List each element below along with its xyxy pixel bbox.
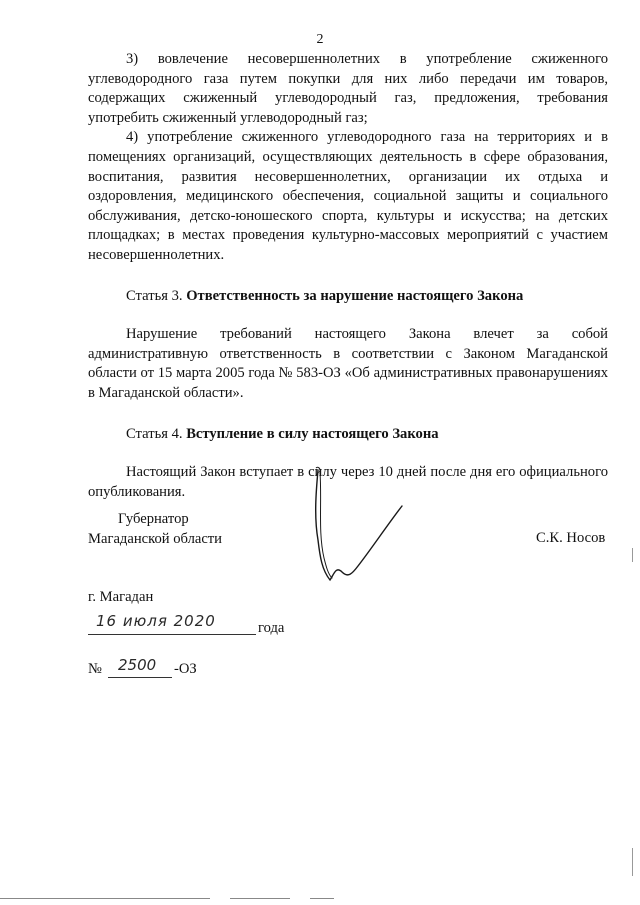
number-underline	[108, 677, 172, 678]
article-4-heading	[88, 425, 608, 445]
article-3-prefix: Статья 3.	[126, 287, 187, 304]
scan-rule-segment	[0, 898, 210, 899]
article-3-title: Ответственность за нарушение настоящего Закона	[186, 287, 524, 304]
date-underline	[88, 634, 256, 635]
article-4-title: Вступление в силу настоящего Закона	[186, 425, 439, 442]
scan-bottom-rule	[0, 898, 640, 899]
handwritten-number: 2500	[118, 656, 157, 674]
date-suffix: года	[258, 620, 285, 636]
handwritten-date: 16 июля 2020	[96, 612, 216, 630]
article-4-prefix: Статья 4.	[126, 425, 187, 442]
document-body	[88, 50, 608, 502]
clause-4: 4) употребление сжиженного углеводородного газа на территориях и в помещениях организаций, осуществляющих деятельность в сфере образования, воспитания, развития несовершеннолетних, организации их отдыха и оздоровления, медицинского обеспечения, социальной защиты и социального обслуживания, детско-юношеского спорта, культуры и искусства; на детских площадках; в местах проведения культурно-массовых мероприятий с участием несовершеннолетних.	[88, 129, 608, 263]
date-line	[88, 614, 348, 638]
clause-3: 3) вовлечение несовершеннолетних в употребление сжиженного углеводородного газа путем покупки для них либо передачи им товаров, содержащих сжиженный углеводородный газ, предложения, требования употребить сжиженный углеводородный газ;	[88, 51, 608, 126]
city: г. Магадан	[88, 589, 154, 605]
scan-rule-segment	[230, 898, 290, 899]
number-sign: №	[88, 661, 102, 677]
article-3-text: Нарушение требований настоящего Закона влечет за собой административную ответственность в соответствии с Законом Магаданской области от 15 марта 2005 года № 583-ОЗ «Об административных правонарушениях в Магаданской области».	[88, 326, 608, 401]
signatory-position	[88, 510, 288, 549]
page-number: 2	[316, 32, 324, 47]
scan-rule-segment	[310, 898, 334, 899]
handwritten-signature	[300, 462, 410, 592]
signatory-position-line2: Магаданской области	[88, 530, 222, 547]
number-suffix: -ОЗ	[174, 661, 197, 677]
signatory-position-line1: Губернатор	[118, 511, 189, 527]
scan-edge-mark	[632, 548, 633, 562]
article-3-heading	[88, 287, 608, 307]
law-number-line	[88, 656, 288, 680]
article-4-text: Настоящий Закон вступает в силу через 10 дней после дня его официального опубликования.	[88, 464, 608, 500]
scan-edge-mark	[632, 848, 633, 876]
signatory-name: С.К. Носов	[536, 530, 606, 546]
